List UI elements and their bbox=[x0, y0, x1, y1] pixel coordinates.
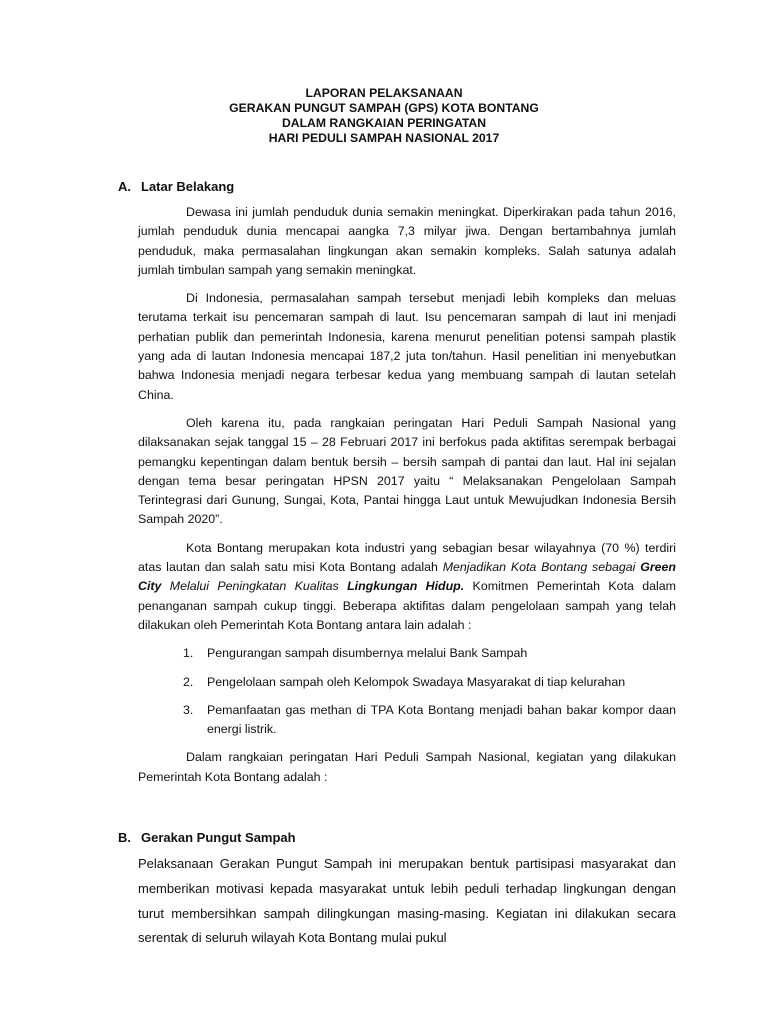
title-line-1: LAPORAN PELAKSANAAN bbox=[305, 86, 463, 100]
section-b-letter: B. bbox=[118, 830, 131, 845]
section-a-letter: A. bbox=[118, 179, 131, 194]
section-b-paragraph-1: Pelaksanaan Gerakan Pungut Sampah ini merupakan bentuk partisipasi masyarakat dan memberikan motivasi kepada masyarakat untuk lebih peduli terhadap lingkungan dengan turut membersihkan sampah dilingkungan masing-masing. Kegiatan ini dilakukan secara serentak di seluruh wilayah Kota Bontang mulai pukul bbox=[138, 856, 676, 946]
paragraph-4-italic-2: Melalui Peningkatan Kualitas bbox=[161, 579, 348, 594]
paragraph-2: Di Indonesia, permasalahan sampah tersebut menjadi lebih kompleks dan meluas terutama terkait isu pencemaran sampah di laut. Isu pencemaran sampah di laut ini menjadi perhatian publik dan pemerintah Indonesia, karena menurut penelitian potensi sampah plastik yang ada di lautan Indonesia mencapai 187,2 juta ton/tahun. Hasil penelitian ini menyebutkan bahwa Indonesia menjadi negara terbesar kedua yang membuang sampah di lautan setelah China. bbox=[138, 291, 676, 402]
paragraph-1: Dewasa ini jumlah penduduk dunia semakin meningkat. Diperkirakan pada tahun 2016, jumlah penduduk dunia mencapai aangka 7,3 milyar jiwa. Dengan bertambahnya jumlah penduduk, maka permasalahan lingkungan akan semakin kompleks. Salah satunya adalah jumlah timbulan sampah yang semakin meningkat. bbox=[138, 205, 676, 277]
paragraph-4 bbox=[138, 539, 676, 635]
paragraph-5: Dalam rangkaian peringatan Hari Peduli Sampah Nasional, kegiatan yang dilakukan Pemerintah Kota Bontang adalah : bbox=[138, 750, 676, 784]
list-item-text: Pemanfaatan gas methan di TPA Kota Bontang menjadi bahan bakar kompor daan energi listrik. bbox=[207, 702, 676, 737]
paragraph-4-bold-2: Lingkungan Hidup. bbox=[347, 579, 465, 594]
section-b-title: Gerakan Pungut Sampah bbox=[141, 830, 296, 845]
list-item-text: Pengelolaan sampah oleh Kelompok Swadaya Masyarakat di tiap kelurahan bbox=[207, 674, 626, 689]
list-item-number: 3. bbox=[183, 702, 194, 717]
section-a-title: Latar Belakang bbox=[141, 179, 235, 194]
list-item bbox=[138, 673, 676, 692]
list-item-number: 2. bbox=[183, 674, 194, 689]
paragraph-4-bold-1: Green City bbox=[138, 560, 676, 594]
section-a-body bbox=[138, 203, 676, 796]
document-title bbox=[0, 86, 768, 146]
title-line-3: DALAM RANGKAIAN PERINGATAN bbox=[281, 116, 486, 130]
activity-list bbox=[138, 644, 676, 739]
list-item bbox=[138, 701, 676, 740]
list-item bbox=[138, 644, 676, 663]
section-a-heading bbox=[118, 179, 234, 195]
title-line-4: HARI PEDULI SAMPAH NASIONAL 2017 bbox=[268, 131, 500, 145]
list-item-number: 1. bbox=[183, 646, 194, 661]
paragraph-4-italic-1: Menjadikan Kota Bontang sebagai bbox=[442, 560, 641, 575]
list-item-text: Pengurangan sampah disumbernya melalui Bank Sampah bbox=[207, 646, 528, 661]
section-b-body bbox=[138, 852, 676, 951]
title-line-2: GERAKAN PUNGUT SAMPAH (GPS) KOTA BONTANG bbox=[229, 101, 539, 115]
paragraph-4-text-1: Kota Bontang merupakan kota industri yang sebagian besar wilayahnya (70 %) terdiri atas lautan dan salah satu misi Kota Bontang adalah bbox=[138, 540, 676, 575]
paragraph-4-text-2: Komitmen Pemerintah Kota dalam penanganan sampah cukup tinggi. Beberapa aktifitas dalam pengelolaan sampah yang telah dilakukan oleh Pemerintah Kota Bontang antara lain adalah : bbox=[138, 579, 677, 632]
paragraph-3: Oleh karena itu, pada rangkaian peringatan Hari Peduli Sampah Nasional yang dilaksanakan sejak tanggal 15 – 28 Februari 2017 ini berfokus pada aktifitas serempak berbagai pemangku kepentingan dalam bentuk bersih – bersih sampah di pantai dan laut. Hal ini sejalan dengan tema besar peringatan HPSN 2017 yaitu “ Melaksanakan Pengelolaan Sampah Terintegrasi dari Gunung, Sungai, Kota, Pantai hingga Laut untuk Mewujudkan Indonesia Bersih Sampah 2020”. bbox=[138, 415, 676, 527]
section-b-heading bbox=[118, 830, 296, 846]
